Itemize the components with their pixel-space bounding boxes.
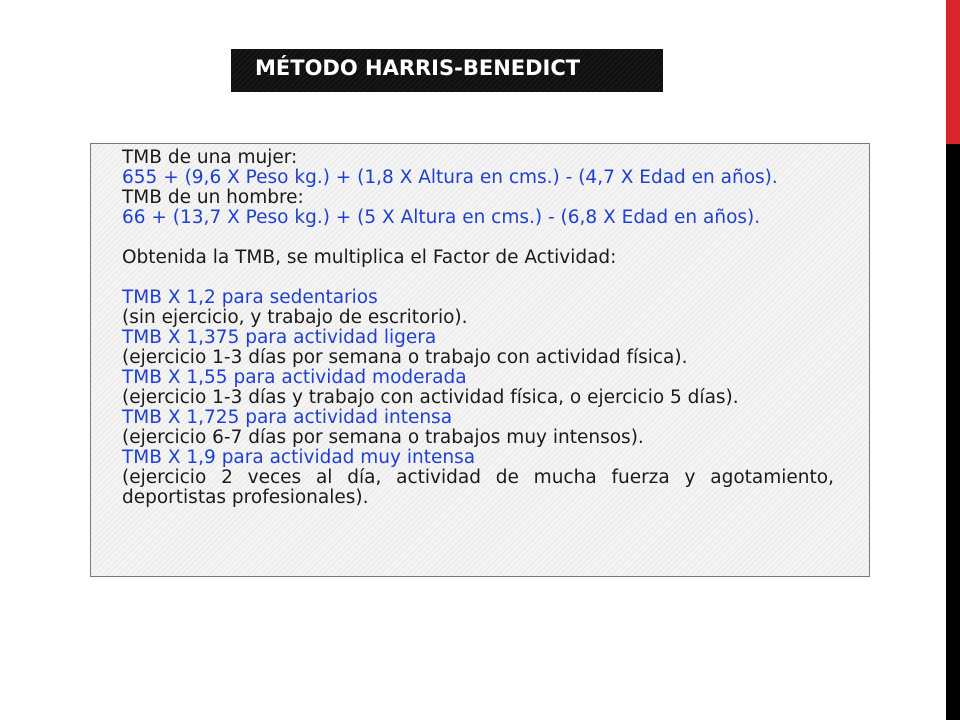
factor-description-moderate: (ejercicio 1-3 días y trabajo con actividad física, o ejercicio 5 días). — [122, 387, 739, 408]
spacer — [122, 268, 834, 288]
factor-label-sedentary: TMB X 1,2 para sedentarios — [122, 287, 378, 308]
side-bar — [946, 0, 960, 720]
factor-description-intense: (ejercicio 6-7 días por semana o trabajos muy intensos). — [122, 427, 644, 448]
factor-label-very-intense: TMB X 1,9 para actividad muy intensa — [122, 447, 476, 468]
factor-label-intense: TMB X 1,725 para actividad intensa — [122, 407, 453, 428]
factor-label-light: TMB X 1,375 para actividad ligera — [122, 327, 437, 348]
factor-description-very-intense: (ejercicio 2 veces al día, actividad de mucha fuerza y agotamiento, deportistas profesionales). — [122, 467, 834, 508]
page-title: MÉTODO HARRIS-BENEDICT — [255, 56, 581, 80]
men-label: TMB de un hombre: — [122, 187, 304, 208]
women-formula: 655 + (9,6 X Peso kg.) + (1,8 X Altura en cms.) - (4,7 X Edad en años). — [122, 167, 778, 188]
side-bar-accent — [946, 0, 960, 144]
title-box — [231, 49, 663, 92]
factor-label-moderate: TMB X 1,55 para actividad moderada — [122, 367, 467, 388]
factor-description-light: (ejercicio 1-3 días por semana o trabajo con actividad física). — [122, 347, 688, 368]
factor-description-sedentary: (sin ejercicio, y trabajo de escritorio). — [122, 307, 468, 328]
women-label: TMB de una mujer: — [122, 147, 298, 168]
activity-intro: Obtenida la TMB, se multiplica el Factor de Actividad: — [122, 247, 617, 268]
formula-box — [90, 143, 870, 577]
spacer — [122, 228, 834, 248]
formula-content — [122, 148, 834, 508]
men-formula: 66 + (13,7 X Peso kg.) + (5 X Altura en cms.) - (6,8 X Edad en años). — [122, 207, 761, 228]
